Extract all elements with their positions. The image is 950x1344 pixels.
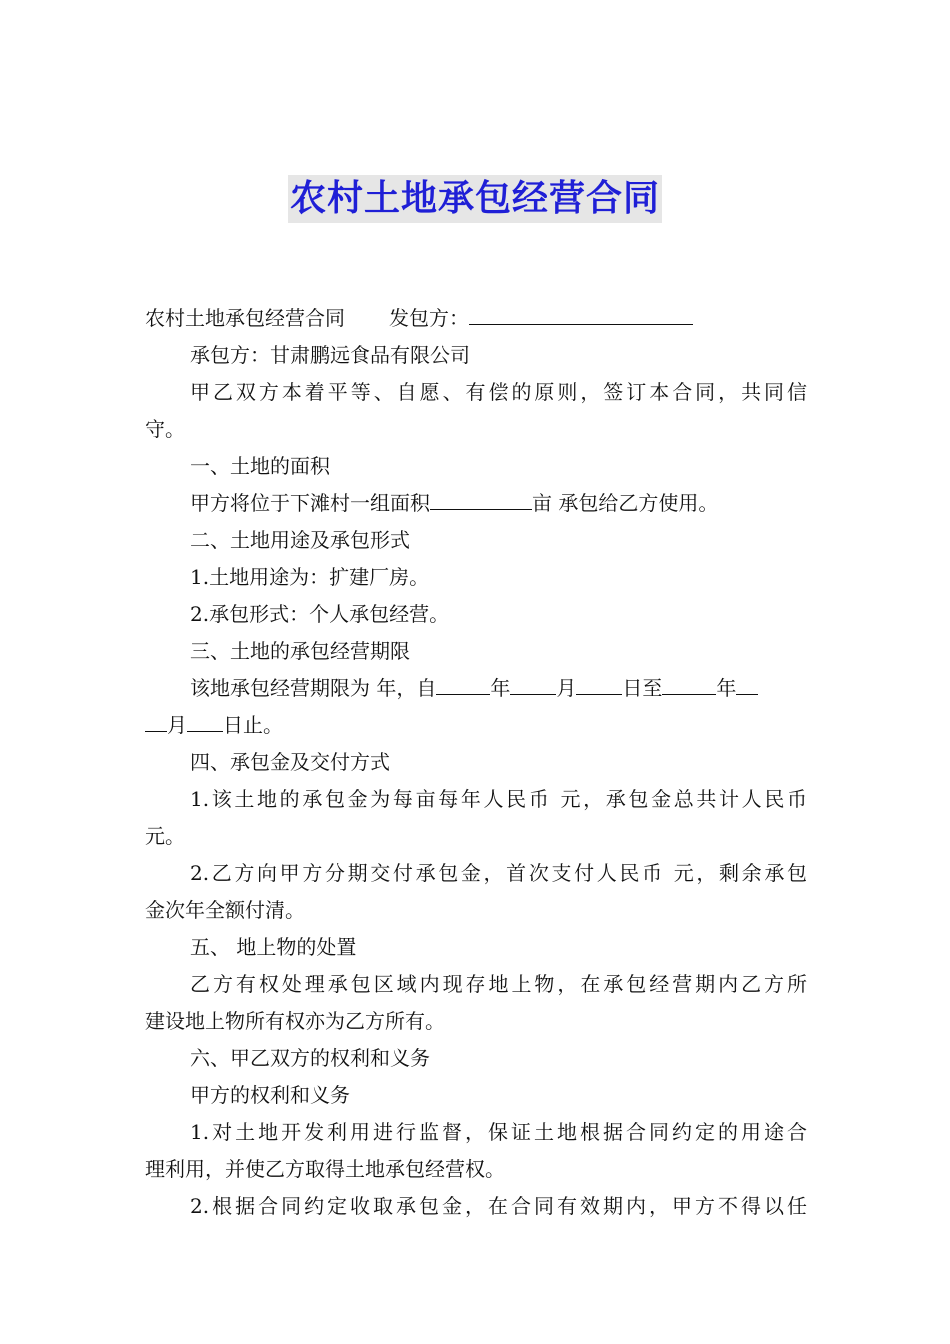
year-label: 年 xyxy=(490,676,511,700)
month-label-2: 月 xyxy=(167,713,187,737)
line-contractor: 承包方：甘肃鹏远食品有限公司 xyxy=(190,343,470,367)
line-party-a-1-cont: 理利用，并使乙方取得土地承包经营权。 xyxy=(145,1157,505,1181)
section-5-heading: 五、 地上物的处置 xyxy=(190,935,357,959)
line-header xyxy=(145,300,807,337)
area-text-end: 亩 承包给乙方使用。 xyxy=(532,491,719,515)
line-principle: 甲乙双方本着平等、自愿、有偿的原则，签订本合同，共同信 xyxy=(190,380,807,404)
line-land-use: 1.土地用途为：扩建厂房。 xyxy=(190,565,430,589)
issuer-blank xyxy=(469,302,693,325)
line-fee-2-cont: 金次年全额付清。 xyxy=(145,898,305,922)
area-blank xyxy=(430,487,532,510)
line-structures: 乙方有权处理承包区域内现存地上物，在承包经营期内乙方所 xyxy=(190,972,807,996)
month-label: 月 xyxy=(556,676,577,700)
day-to-label: 日至 xyxy=(622,676,663,700)
section-1-heading: 一、土地的面积 xyxy=(190,454,330,478)
line-contract-form: 2.承包形式：个人承包经营。 xyxy=(190,602,450,626)
section-2-heading: 二、土地用途及承包形式 xyxy=(190,528,410,552)
start-day-blank xyxy=(576,672,622,695)
line-term xyxy=(145,670,807,707)
section-6-heading: 六、甲乙双方的权利和义务 xyxy=(190,1046,430,1070)
section-3-heading: 三、土地的承包经营期限 xyxy=(190,639,410,663)
term-text: 该地承包经营期限为 年，自 xyxy=(190,676,437,700)
line-structures-cont: 建设地上物所有权亦为乙方所有。 xyxy=(145,1009,445,1033)
year-label-2: 年 xyxy=(716,676,737,700)
end-month-blank-a xyxy=(736,672,758,695)
end-year-blank xyxy=(662,672,716,695)
issuer-label: 发包方： xyxy=(389,306,469,330)
document-body xyxy=(145,300,807,1225)
line-principle-cont: 守。 xyxy=(145,417,185,441)
end-day-blank xyxy=(187,709,223,732)
title-container xyxy=(0,175,950,223)
line-fee-1-cont: 元。 xyxy=(145,824,185,848)
line-area xyxy=(145,485,807,522)
section-4-heading: 四、承包金及交付方式 xyxy=(190,750,390,774)
contract-name-text: 农村土地承包经营合同 xyxy=(145,306,345,330)
line-fee-2: 2.乙方向甲方分期交付承包金，首次支付人民币 元，剩余承包 xyxy=(190,861,807,885)
party-a-heading: 甲方的权利和义务 xyxy=(190,1083,350,1107)
start-month-blank xyxy=(510,672,556,695)
start-year-blank xyxy=(436,672,490,695)
document-title: 农村土地承包经营合同 xyxy=(288,175,662,223)
line-term-cont xyxy=(145,707,807,744)
end-month-blank-b xyxy=(145,709,167,732)
line-fee-1: 1.该土地的承包金为每亩每年人民币 元，承包金总共计人民币 xyxy=(190,787,807,811)
day-end-label: 日止。 xyxy=(223,713,283,737)
area-text: 甲方将位于下滩村一组面积 xyxy=(190,491,430,515)
line-party-a-1: 1.对土地开发利用进行监督，保证土地根据合同约定的用途合 xyxy=(190,1120,807,1144)
line-party-a-2: 2.根据合同约定收取承包金，在合同有效期内，甲方不得以任 xyxy=(190,1194,807,1218)
